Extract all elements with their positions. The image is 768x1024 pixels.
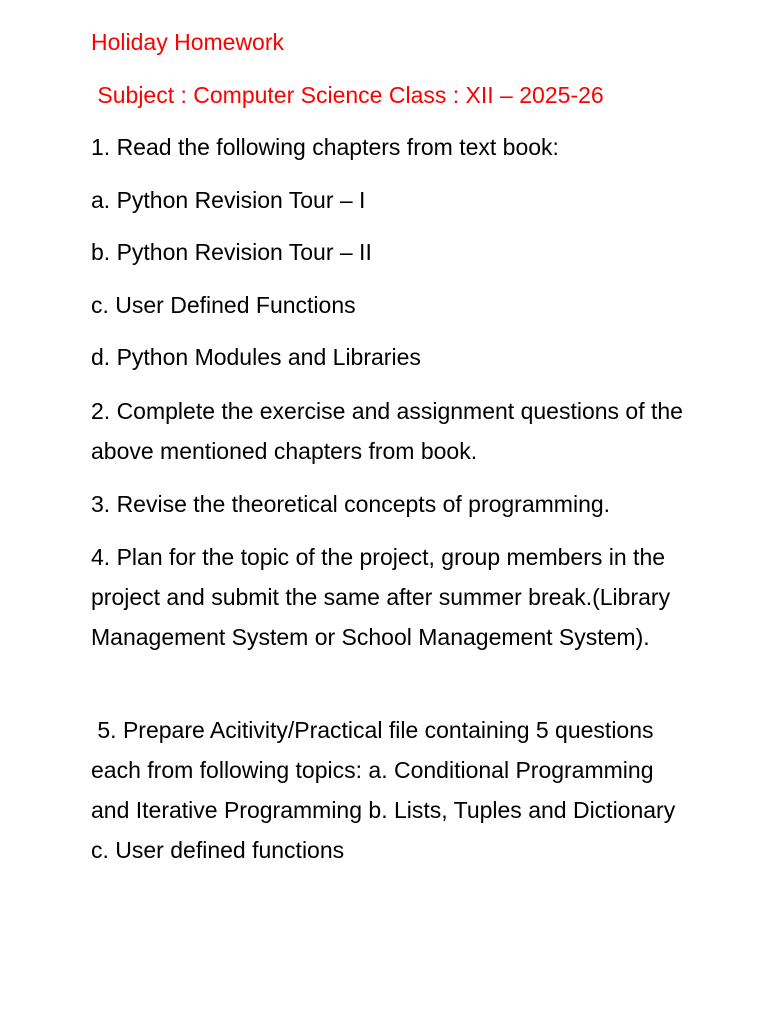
item-1a: a. Python Revision Tour – I <box>91 187 366 213</box>
item-3: 3. Revise the theoretical concepts of programming. <box>91 491 611 517</box>
item-1: 1. Read the following chapters from text book: <box>91 134 559 160</box>
item-1c: c. User Defined Functions <box>91 292 356 318</box>
item-1b: b. Python Revision Tour – II <box>91 239 372 265</box>
item-1d: d. Python Modules and Libraries <box>91 344 421 370</box>
item-5: 5. Prepare Acitivity/Practical file containing 5 questions each from following topics: a. Conditional Programming and Iterative Programming b. Lists, Tuples and Dictionary c. User defined functions <box>91 717 682 863</box>
item-4: 4. Plan for the topic of the project, group members in the project and submit the same after summer break.(Library Management System or School Management System). <box>91 544 671 650</box>
document-title: Holiday Homework <box>91 29 285 55</box>
item-2: 2. Complete the exercise and assignment questions of the above mentioned chapters from book. <box>91 398 683 464</box>
subject-line: Subject : Computer Science Class : XII – 2025-26 <box>91 82 604 108</box>
